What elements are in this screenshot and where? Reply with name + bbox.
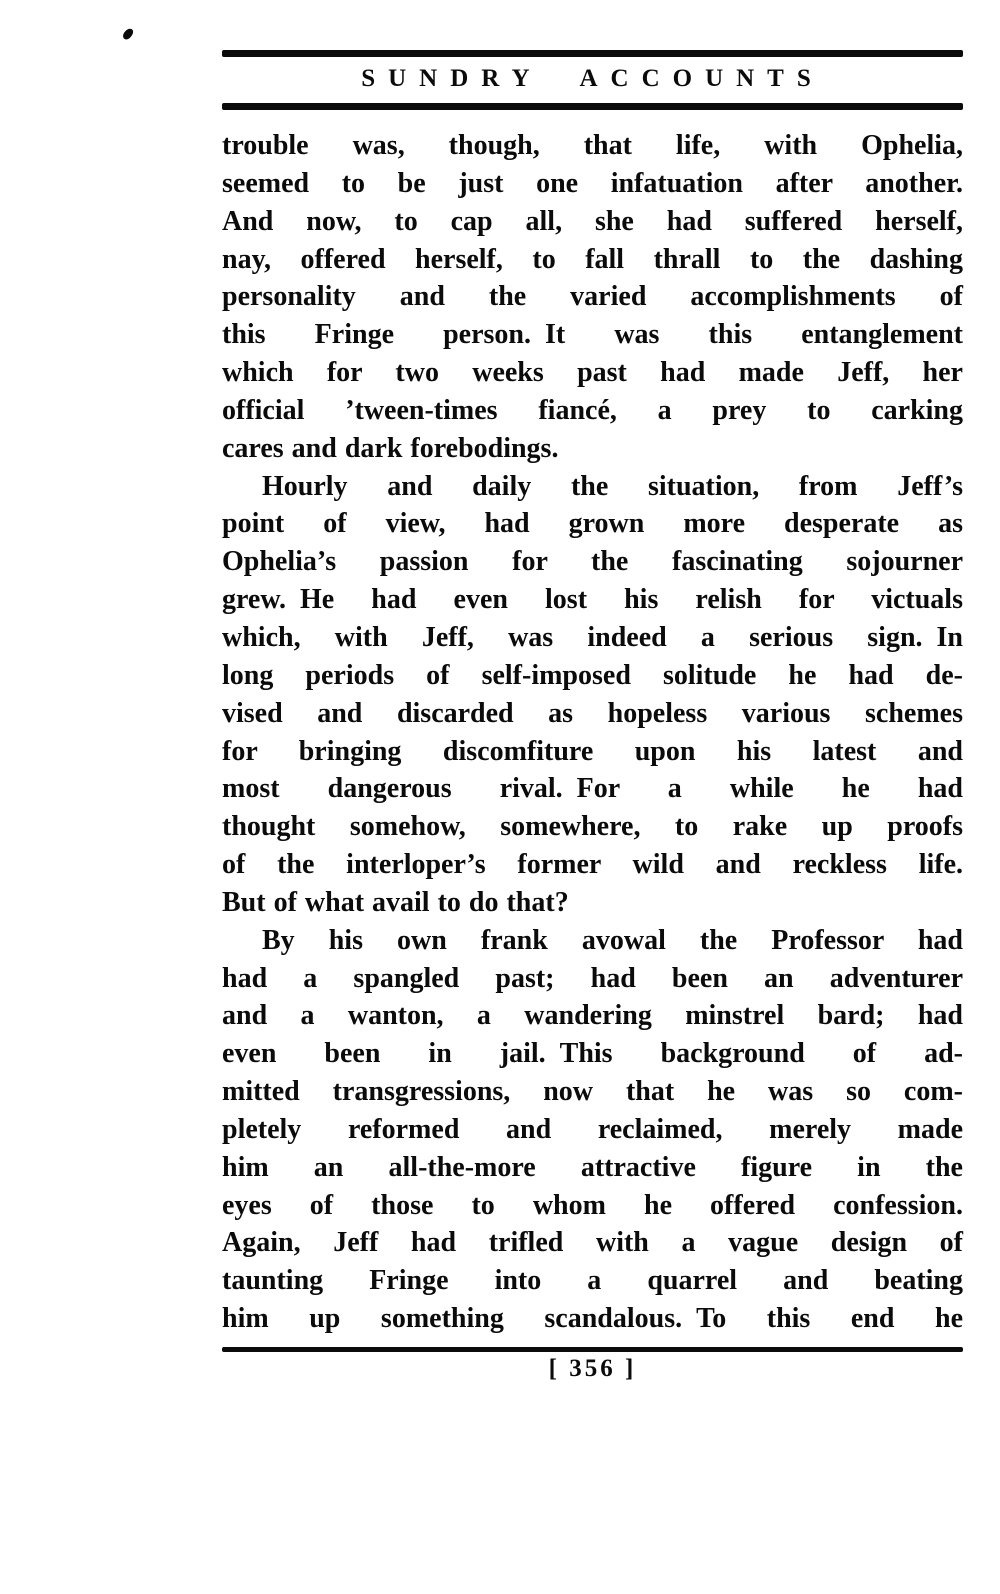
text-line: nay, offered herself, to fall thrall to the dashing xyxy=(222,243,963,275)
text-line: cares and dark forebodings. xyxy=(222,432,559,464)
text-line: eyes of those to whom he offered confession. xyxy=(222,1189,963,1221)
ink-speck xyxy=(121,27,134,41)
header-rule-bottom xyxy=(222,103,963,110)
text-line: personality and the varied accomplishments of xyxy=(222,281,963,313)
text-line: mitted transgressions, now that he was so com- xyxy=(222,1076,963,1108)
header-rule-top xyxy=(222,50,963,57)
text-line: pletely reformed and reclaimed, merely made xyxy=(222,1113,963,1145)
page-number: [ 356 ] xyxy=(548,1355,637,1382)
text-line: grew. He had even lost his relish for victuals xyxy=(222,584,963,616)
text-line: had a spangled past; had been an adventurer xyxy=(222,962,963,994)
text-line: for bringing discomfiture upon his latest and xyxy=(222,735,963,767)
text-line: long periods of self-imposed solitude he had de- xyxy=(222,659,963,691)
text-line: And now, to cap all, she had suffered herself, xyxy=(222,205,963,237)
text-line: vised and discarded as hopeless various schemes xyxy=(222,697,963,729)
text-line: which for two weeks past had made Jeff, her xyxy=(222,357,963,389)
text-line: this Fringe person. It was this entanglement xyxy=(222,319,963,351)
body-text xyxy=(222,127,963,1338)
text-line: thought somehow, somewhere, to rake up proofs xyxy=(222,811,963,843)
text-line: and a wanton, a wandering minstrel bard; had xyxy=(222,1000,963,1032)
text-line: him up something scandalous. To this end he xyxy=(222,1303,963,1335)
text-line: By his own frank avowal the Professor had xyxy=(262,924,963,956)
text-line: seemed to be just one infatuation after another. xyxy=(222,167,963,199)
text-line: of the interloper’s former wild and reckless life. xyxy=(222,849,963,881)
text-line: even been in jail. This background of ad- xyxy=(222,1038,963,1070)
text-line: official ’tween-times fiancé, a prey to carking xyxy=(222,394,963,426)
text-line: But of what avail to do that? xyxy=(222,886,569,918)
text-line: Ophelia’s passion for the fascinating sojourner xyxy=(222,546,963,578)
text-line: Hourly and daily the situation, from Jeff’s xyxy=(262,470,963,502)
text-line: trouble was, though, that life, with Ophelia, xyxy=(222,130,963,161)
text-line: him an all-the-more attractive figure in the xyxy=(222,1151,963,1183)
text-line: most dangerous rival. For a while he had xyxy=(222,773,963,805)
running-head: SUNDRY ACCOUNTS xyxy=(361,65,824,92)
text-line: Again, Jeff had trifled with a vague design of xyxy=(222,1227,963,1259)
text-line: which, with Jeff, was indeed a serious sign. In xyxy=(222,621,963,653)
text-line: point of view, had grown more desperate as xyxy=(222,508,963,540)
text-line: taunting Fringe into a quarrel and beating xyxy=(222,1265,963,1297)
